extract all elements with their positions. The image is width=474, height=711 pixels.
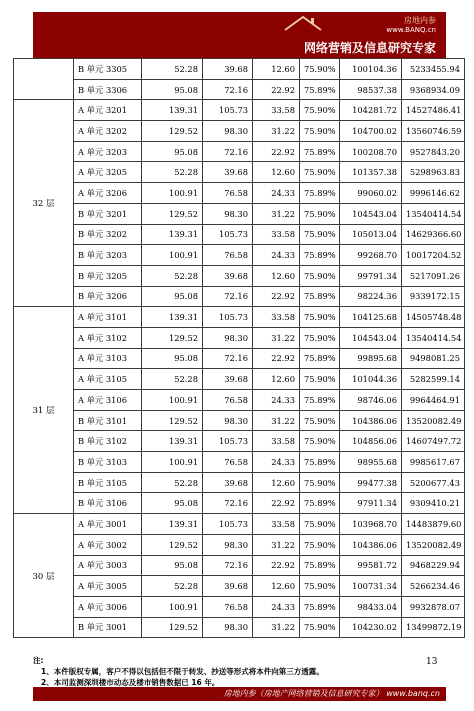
table-row [14,59,465,80]
cell-inner: 72.16 [203,493,253,514]
cell-total: 5233455.94 [402,59,465,80]
table-row [14,410,465,431]
cell-inner: 39.68 [203,369,253,390]
cell-rate: 75.89% [300,183,340,204]
table-row [14,327,465,348]
header-title: 网络营销及信息研究专家 [303,41,436,55]
cell-shared: 33.58 [253,224,300,245]
table-row [14,100,465,121]
cell-unit: A 单元 3102 [74,327,142,348]
cell-inner: 105.73 [203,100,253,121]
cell-rate: 75.90% [300,307,340,328]
cell-total: 14483879.60 [402,514,465,535]
cell-unit-price: 100104.36 [340,59,402,80]
cell-unit-price: 98955.68 [340,452,402,473]
cell-total: 10017204.52 [402,245,465,266]
cell-total: 9368934.09 [402,79,465,100]
cell-unit: A 单元 3203 [74,141,142,162]
cell-shared: 33.58 [253,431,300,452]
table-row [14,431,465,452]
cell-unit-price: 100208.70 [340,141,402,162]
cell-area: 52.28 [142,265,203,286]
page-header-banner [33,12,446,58]
cell-total: 9985617.67 [402,452,465,473]
cell-rate: 75.90% [300,203,340,224]
cell-inner: 105.73 [203,307,253,328]
cell-shared: 31.22 [253,203,300,224]
cell-area: 129.52 [142,617,203,638]
cell-inner: 76.58 [203,390,253,411]
cell-area: 100.91 [142,183,203,204]
cell-rate: 75.89% [300,79,340,100]
cell-rate: 75.89% [300,141,340,162]
cell-unit-price: 104281.72 [340,100,402,121]
cell-total: 9996146.62 [402,183,465,204]
cell-shared: 33.58 [253,100,300,121]
cell-rate: 75.90% [300,100,340,121]
cell-shared: 22.92 [253,141,300,162]
cell-inner: 98.30 [203,617,253,638]
cell-area: 100.91 [142,596,203,617]
table-row [14,555,465,576]
cell-unit-price: 100731.34 [340,576,402,597]
cell-unit-price: 97911.34 [340,493,402,514]
cell-unit-price: 104230.02 [340,617,402,638]
cell-total: 13540414.54 [402,327,465,348]
table-row [14,452,465,473]
table-body [14,59,465,638]
cell-total: 5266234.46 [402,576,465,597]
cell-unit-price: 101357.38 [340,162,402,183]
cell-unit-price: 99477.38 [340,472,402,493]
cell-unit-price: 99581.72 [340,555,402,576]
cell-inner: 72.16 [203,348,253,369]
table-row [14,369,465,390]
cell-unit: A 单元 3005 [74,576,142,597]
cell-inner: 98.30 [203,203,253,224]
cell-inner: 105.73 [203,514,253,535]
cell-unit-price: 104543.04 [340,203,402,224]
cell-inner: 39.68 [203,162,253,183]
cell-area: 52.28 [142,576,203,597]
cell-rate: 75.89% [300,452,340,473]
cell-unit-price: 103968.70 [340,514,402,535]
table-row [14,596,465,617]
cell-area: 139.31 [142,224,203,245]
cell-shared: 31.22 [253,410,300,431]
cell-unit-price: 99791.34 [340,265,402,286]
cell-area: 100.91 [142,390,203,411]
cell-inner: 98.30 [203,327,253,348]
cell-unit: A 单元 3006 [74,596,142,617]
cell-area: 95.08 [142,348,203,369]
cell-inner: 98.30 [203,121,253,142]
logo-brand-text: 房地内参 [404,16,436,25]
cell-unit: B 单元 3106 [74,493,142,514]
cell-inner: 72.16 [203,555,253,576]
cell-shared: 33.58 [253,514,300,535]
cell-unit-price: 105013.04 [340,224,402,245]
cell-total: 9309410.21 [402,493,465,514]
floor-label [14,59,74,100]
table-row [14,121,465,142]
cell-rate: 75.90% [300,224,340,245]
table-row [14,576,465,597]
table-row [14,348,465,369]
cell-total: 9527843.20 [402,141,465,162]
cell-inner: 105.73 [203,224,253,245]
cell-unit-price: 104386.06 [340,534,402,555]
cell-inner: 76.58 [203,183,253,204]
cell-inner: 76.58 [203,452,253,473]
cell-total: 9468229.94 [402,555,465,576]
table-row [14,514,465,535]
cell-unit: B 单元 3306 [74,79,142,100]
cell-area: 100.91 [142,245,203,266]
table-row [14,307,465,328]
cell-inner: 39.68 [203,59,253,80]
cell-total: 9498081.25 [402,348,465,369]
cell-unit: A 单元 3103 [74,348,142,369]
cell-inner: 39.68 [203,472,253,493]
cell-unit: A 单元 3101 [74,307,142,328]
page-number: 13 [426,657,438,667]
cell-unit-price: 98224.36 [340,286,402,307]
cell-total: 13560746.59 [402,121,465,142]
table-row [14,79,465,100]
cell-area: 139.31 [142,514,203,535]
cell-rate: 75.90% [300,410,340,431]
cell-unit: B 单元 3103 [74,452,142,473]
cell-unit: A 单元 3106 [74,390,142,411]
footer-banner [33,687,446,701]
footer-banner-text: 房地内参（房地产网络营销及信息研究专家） www.banq.cn [223,689,440,698]
cell-rate: 75.89% [300,245,340,266]
cell-unit: B 单元 3305 [74,59,142,80]
cell-shared: 33.58 [253,307,300,328]
cell-inner: 98.30 [203,534,253,555]
cell-unit-price: 101044.36 [340,369,402,390]
cell-total: 9932878.07 [402,596,465,617]
cell-unit-price: 104125.68 [340,307,402,328]
cell-shared: 24.33 [253,596,300,617]
cell-unit-price: 98746.06 [340,390,402,411]
cell-unit: A 单元 3205 [74,162,142,183]
note-monitoring: 2、本司监测深圳楼市动态及楼市销售数据已 16 年。 [41,678,220,687]
table-row [14,534,465,555]
cell-shared: 31.22 [253,617,300,638]
cell-unit: A 单元 3202 [74,121,142,142]
cell-total: 14527486.41 [402,100,465,121]
cell-unit-price: 104543.04 [340,327,402,348]
cell-unit-price: 104386.06 [340,410,402,431]
cell-shared: 24.33 [253,245,300,266]
cell-inner: 72.16 [203,141,253,162]
note-copyright: 1、本件版权专属，客户不得以包括但不限于转发、抄送等形式将本件向第三方透露。 [41,667,324,676]
cell-total: 5298963.83 [402,162,465,183]
cell-shared: 31.22 [253,327,300,348]
cell-rate: 75.90% [300,369,340,390]
cell-rate: 75.90% [300,59,340,80]
cell-shared: 24.33 [253,183,300,204]
cell-area: 139.31 [142,307,203,328]
cell-total: 13540414.54 [402,203,465,224]
cell-inner: 39.68 [203,265,253,286]
table-row [14,203,465,224]
cell-shared: 12.60 [253,472,300,493]
cell-shared: 24.33 [253,390,300,411]
cell-area: 139.31 [142,100,203,121]
cell-shared: 12.60 [253,59,300,80]
cell-area: 95.08 [142,286,203,307]
cell-shared: 12.60 [253,576,300,597]
cell-unit: A 单元 3003 [74,555,142,576]
cell-rate: 75.90% [300,265,340,286]
sales-price-table [13,58,465,638]
cell-inner: 72.16 [203,286,253,307]
cell-area: 129.52 [142,534,203,555]
cell-unit: B 单元 3205 [74,265,142,286]
cell-area: 52.28 [142,369,203,390]
cell-shared: 22.92 [253,555,300,576]
cell-total: 13520082.49 [402,410,465,431]
cell-unit: B 单元 3001 [74,617,142,638]
cell-unit-price: 98433.04 [340,596,402,617]
cell-inner: 76.58 [203,245,253,266]
cell-unit-price: 99268.70 [340,245,402,266]
cell-rate: 75.89% [300,348,340,369]
cell-unit-price: 104856.06 [340,431,402,452]
cell-inner: 76.58 [203,596,253,617]
cell-area: 95.08 [142,555,203,576]
cell-unit: B 单元 3203 [74,245,142,266]
cell-shared: 31.22 [253,534,300,555]
cell-area: 95.08 [142,141,203,162]
table-row [14,162,465,183]
cell-area: 95.08 [142,79,203,100]
cell-unit: B 单元 3202 [74,224,142,245]
cell-shared: 24.33 [253,452,300,473]
cell-total: 14629366.60 [402,224,465,245]
cell-shared: 22.92 [253,348,300,369]
cell-unit: A 单元 3206 [74,183,142,204]
cell-area: 100.91 [142,452,203,473]
cell-unit: B 单元 3101 [74,410,142,431]
cell-shared: 12.60 [253,369,300,390]
cell-area: 129.52 [142,203,203,224]
cell-unit: A 单元 3201 [74,100,142,121]
cell-rate: 75.89% [300,596,340,617]
cell-area: 129.52 [142,121,203,142]
cell-rate: 75.89% [300,555,340,576]
table-row [14,183,465,204]
note-label: 注: [33,656,44,665]
cell-rate: 75.90% [300,576,340,597]
table-row [14,617,465,638]
cell-total: 5282599.14 [402,369,465,390]
cell-area: 129.52 [142,327,203,348]
table-row [14,224,465,245]
cell-shared: 22.92 [253,79,300,100]
cell-unit: A 单元 3001 [74,514,142,535]
table-row [14,390,465,411]
table-row [14,245,465,266]
cell-inner: 98.30 [203,410,253,431]
cell-total: 14505748.48 [402,307,465,328]
cell-shared: 31.22 [253,121,300,142]
floor-label: 31 层 [14,307,74,514]
cell-rate: 75.90% [300,472,340,493]
cell-area: 52.28 [142,472,203,493]
floor-label: 32 层 [14,100,74,307]
cell-area: 129.52 [142,410,203,431]
cell-shared: 12.60 [253,265,300,286]
cell-total: 5200677.43 [402,472,465,493]
cell-unit-price: 99060.02 [340,183,402,204]
cell-rate: 75.90% [300,514,340,535]
cell-unit: B 单元 3105 [74,472,142,493]
house-roof-logo-icon [283,14,323,32]
cell-total: 9964464.91 [402,390,465,411]
cell-total: 5217091.26 [402,265,465,286]
cell-total: 13499872.19 [402,617,465,638]
table-row [14,265,465,286]
floor-label: 30 层 [14,514,74,638]
cell-rate: 75.90% [300,327,340,348]
cell-area: 52.28 [142,59,203,80]
cell-inner: 72.16 [203,79,253,100]
table-row [14,286,465,307]
cell-shared: 22.92 [253,286,300,307]
cell-rate: 75.89% [300,493,340,514]
cell-unit-price: 98537.38 [340,79,402,100]
table-row [14,141,465,162]
cell-unit: B 单元 3201 [74,203,142,224]
cell-inner: 105.73 [203,431,253,452]
cell-unit-price: 99895.68 [340,348,402,369]
cell-rate: 75.89% [300,286,340,307]
cell-area: 139.31 [142,431,203,452]
cell-area: 52.28 [142,162,203,183]
cell-rate: 75.89% [300,390,340,411]
cell-total: 9339172.15 [402,286,465,307]
table-row [14,472,465,493]
logo-url: www.BANQ.cn [386,26,436,34]
cell-shared: 12.60 [253,162,300,183]
cell-rate: 75.90% [300,431,340,452]
cell-total: 13520082.49 [402,534,465,555]
cell-area: 95.08 [142,493,203,514]
cell-unit-price: 104700.02 [340,121,402,142]
cell-shared: 22.92 [253,493,300,514]
cell-rate: 75.90% [300,617,340,638]
cell-unit: A 单元 3105 [74,369,142,390]
cell-unit: B 单元 3206 [74,286,142,307]
cell-rate: 75.90% [300,534,340,555]
table-row [14,493,465,514]
cell-rate: 75.90% [300,121,340,142]
cell-inner: 39.68 [203,576,253,597]
cell-total: 14607497.72 [402,431,465,452]
header-logo [386,15,436,34]
cell-rate: 75.90% [300,162,340,183]
cell-unit: B 单元 3102 [74,431,142,452]
cell-unit: A 单元 3002 [74,534,142,555]
